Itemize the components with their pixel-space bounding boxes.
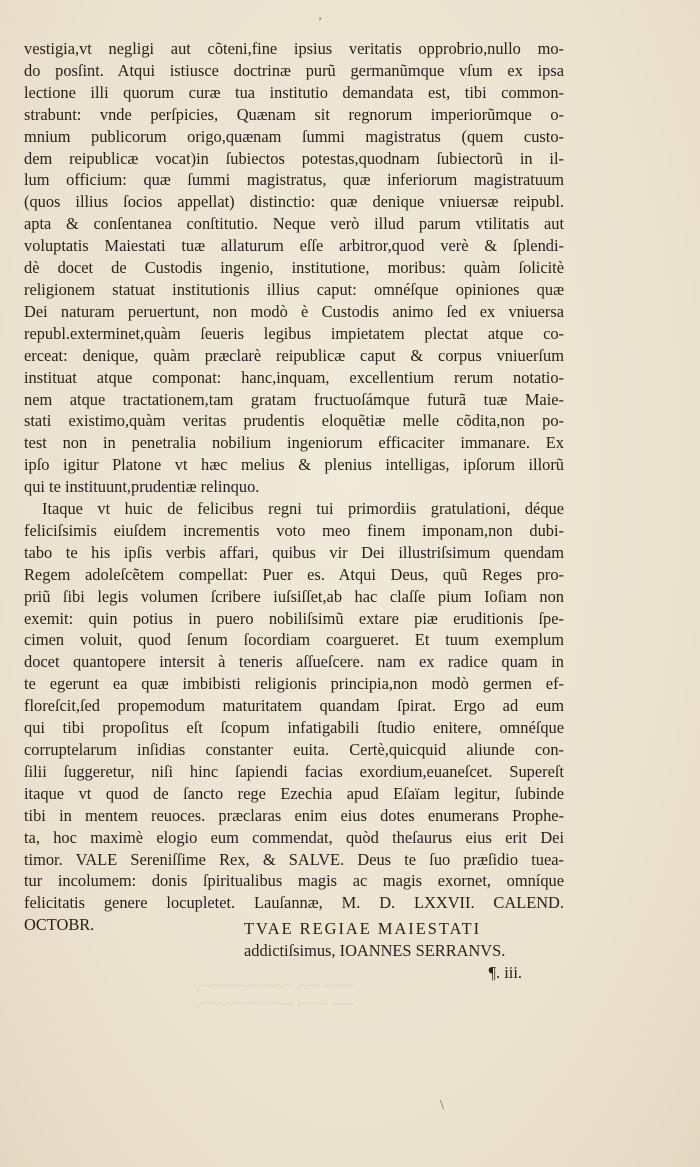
text-line: religionem statuat institutionis illius caput: omnéſque opiniones quæ [24, 279, 564, 299]
text-line: feliciſsimis eiuſdem incrementis voto meo finem imponam,non dubi- [24, 520, 564, 540]
text-line: itaque vt quod de ſancto rege Ezechia apud Eſaïam legitur, ſubinde [24, 783, 564, 803]
text-line: Dei naturam peruertunt, non modò è Custodis animo ſed ex vniuersa [24, 301, 564, 321]
date-line: OCTOBR. [24, 915, 95, 935]
text-line: dè docet de Custodis ingenio, institutione, moribus: quàm ſolicitè [24, 258, 564, 278]
text-line: stati existimo,quàm veritas prudentis eloquẽtiæ melle cõdita,non po- [24, 411, 564, 431]
text-line: tur incolumem: donis ſpiritualibus magis ac magis exornet, omníque [24, 871, 564, 891]
dedication-signoff [244, 918, 564, 984]
text-line: test non in penetralia nobilium ingeniorum efficaciter immanare. Ex [24, 433, 564, 453]
text-line: felicitatis genere locupletet. Lauſannæ, M. D. LXXVII. CALEND. [24, 893, 564, 913]
text-line: vestigia,vt negligi aut cõteni,fine ipsius veritatis opprobrio,nullo mo- [24, 39, 564, 58]
text-line: dem reipublicæ vocat)in ſubiectos potestas,quodnam ſubiectorũ in il- [24, 148, 564, 168]
text-line: corruptelarum inſidias constanter euita. Certè,quicquid aliunde con- [24, 740, 564, 759]
text-line: floreſcit,ſed propemodum maturitatem quandam ſpirat. Ergo ad eum [24, 696, 564, 716]
text-line: lectione illi quorum curæ tua institutio demandata est, tibi common- [24, 82, 564, 102]
text-line: republ.exterminet,quàm ſeueris legibus impietatem plectat atque co- [24, 323, 564, 343]
page-mark: ’ [318, 14, 322, 28]
text-line: tibi in mentem reuoces. præclaras enim eius dotes enumerans Prophe- [24, 805, 564, 825]
show-through-text: ~~~~ ~~~ ~~~~~~ ~~~~~~, ~~~ ~~~~ ~~~~~~ ~~~~~~. [196, 979, 354, 1012]
text-line: tabo te his ipſis verbis affari, quibus vir Dei illustriſsimum quendam [24, 542, 564, 562]
text-line: (quos illius ſocios appellat) distinctio: quæ denique vniuersæ reipubl. [24, 192, 564, 212]
text-line: lum officium: quæ ſummi magistratus, quæ inferiorum magistratuum [24, 170, 564, 190]
text-line: nem atque tractationem,tam gratam fructuoſámque futurã tuæ Maie- [24, 389, 564, 409]
text-line: voluptatis Maiestati tuæ allaturum eſſe arbitror,quod verè & ſplendi- [24, 236, 564, 256]
text-line: ſilii ſuggeretur, niſi hinc ſapiendi facias exordium,euaneſcet. Supereſt [24, 761, 564, 781]
text-line: docet quantopere intersit à teneris aſſueſcere. nam ex radice quam in [24, 652, 564, 672]
text-line: apta & conſentanea conſtitutio. Neque verò illud parum vtilitatis aut [24, 214, 564, 234]
text-line: exemit: quin potius in puero nobiliſsimũ extare piæ eruditionis ſpe- [24, 608, 564, 628]
text-line: timor. VALE Sereniſſime Rex, & SALVE. Deus te ſuo præſidio tuea- [24, 849, 564, 869]
dedication-title: TVAE REGIAE MAIESTATI [244, 919, 482, 938]
paragraph-start-line: Itaque vt huic de felicibus regni tui primordiis gratulationi, déque [42, 499, 564, 519]
page-mark: \ [440, 1098, 444, 1113]
paragraph-end-line: qui te instituunt,prudentiæ relinquo. [24, 477, 260, 497]
text-line: priũ ſibi legis volumen ſcribere iuſsiſſet,ab hac claſſe pium Ioſiam non [24, 586, 564, 606]
text-line: ta, hoc maximè elogio eum commendat, quòd theſaurus eius erit Dei [24, 827, 564, 847]
text-line: cimen voluit, quod ſenum ſocordiam coargueret. Et tuum exemplum [24, 630, 564, 650]
text-line: te egerunt ea quæ imbibisti religionis principia,non modò germen ef- [24, 674, 564, 694]
signature-mark: ¶. iii. [488, 962, 522, 982]
text-line: do posſint. Atqui istiusce doctrinæ purũ germanũmque vſum ex ipsa [24, 60, 564, 80]
text-line: instituat atque componat: hanc,inquam, excellentium rerum notatio- [24, 367, 564, 387]
text-line: Regem adoleſcẽtem compellat: Puer es. Atqui Deus, quũ Reges pro- [24, 564, 564, 584]
text-line: ipſo igitur Platone vt hæc melius & plenius intelligas, ipſorum illorũ [24, 455, 564, 475]
text-line: qui tibi propoſitus eſt ſcopum infatigabili ſtudio enitere, omnéſque [24, 718, 564, 738]
text-line: mnium publicorum origo,quænam ſummi magistratus (quem custo- [24, 126, 564, 146]
author-signature: addictiſsimus, IOANNES SERRANVS. [244, 940, 506, 960]
body-text [24, 38, 564, 936]
text-line: erceat: denique, quàm præclarè reipublicæ caput & corpus vniuerſum [24, 345, 564, 365]
text-line: strabunt: vnde perſpicies, Quænam sit regnorum imperiorũmque o- [24, 104, 564, 124]
